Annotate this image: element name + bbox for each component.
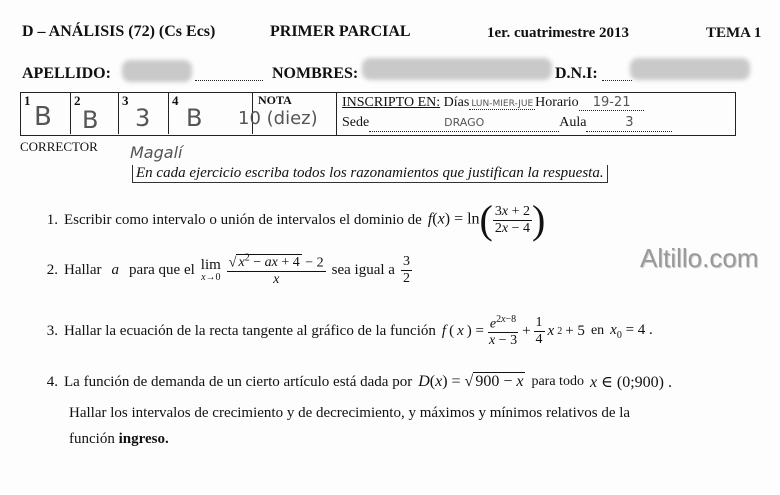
exam-title: PRIMER PARCIAL: [270, 23, 411, 40]
exercise-1: [36, 198, 545, 242]
exercise-1-formula: f(x) = ln( $\frac{3x + 2}{2x - 4}$ ): [427, 197, 546, 242]
grade-mark-4: B: [186, 104, 203, 132]
exercise-1-num: 1.: [46, 211, 58, 228]
exercise-2-limit: lim x→0: [200, 256, 221, 283]
grade-mark-2: B: [82, 106, 99, 134]
exercise-4-formula: D(x) = √ 900 − x: [418, 373, 524, 390]
exercise-2: [36, 248, 412, 292]
nota-label: NOTA: [258, 93, 292, 107]
horario-label: Horario: [535, 95, 579, 110]
exercise-4-line-3: [69, 431, 169, 448]
exercise-3: [36, 306, 653, 356]
inscripto-line-2: [342, 115, 672, 132]
exercise-2-num: 2.: [46, 261, 58, 278]
exercise-2-text-a: Hallar: [64, 261, 102, 278]
exercise-2-value: $\frac{3}{2}$: [402, 254, 410, 286]
nota-value: 10 (diez): [238, 108, 318, 129]
tema-label: TEMA 1: [706, 25, 762, 41]
dni-label: D.N.I:: [555, 65, 598, 82]
inscripto-line-1: [342, 95, 644, 111]
exercise-4: [36, 368, 672, 396]
exercise-4-text-b: para todo: [531, 374, 584, 389]
dni-redacted: [630, 58, 750, 80]
grade-num-3: 3: [122, 93, 129, 108]
nombres-label: NOMBRES:: [272, 65, 359, 82]
exercise-4-domain: x ∈ (0;900) .: [589, 374, 673, 391]
aula-label: Aula: [559, 115, 587, 130]
course-title: D – ANÁLISIS (72) (Cs Ecs): [22, 23, 216, 40]
apellido-dots: [195, 70, 263, 81]
exercise-4-num: 4.: [46, 373, 58, 390]
dias-value: LUN-MIER-JUE: [471, 99, 534, 109]
sede-value: DRAGO: [444, 116, 485, 129]
watermark-logo: Altillo.com: [640, 243, 759, 273]
exercise-3-point: $x_0 = 4$ .: [610, 321, 653, 341]
grade-num-2: 2: [74, 93, 81, 108]
grade-num-1: 1: [24, 93, 31, 108]
dias-label: Días: [443, 95, 470, 110]
exercise-3-text-en: en: [590, 323, 605, 338]
inscripto-label: INSCRIPTO EN:: [342, 95, 441, 110]
nombres-redacted: [362, 58, 552, 80]
dni-dots: [602, 70, 632, 81]
exercise-4-text: La función de demanda de un cierto artículo está dada por: [64, 373, 413, 390]
grade-mark-1: B: [34, 102, 52, 132]
corrector-signature: Magalí: [130, 143, 183, 162]
exercise-4-line-3b: ingreso.: [118, 431, 169, 447]
grade-num-4: 4: [172, 93, 179, 108]
sede-label: Sede: [342, 115, 370, 130]
term-label: 1er. cuatrimestre 2013: [487, 25, 630, 41]
exercise-4-line-3a: función: [69, 431, 115, 447]
corrector-label: CORRECTOR: [20, 139, 98, 154]
exercise-2-text-b: para que el: [128, 261, 195, 278]
grade-mark-3: 3: [135, 104, 151, 132]
instruction-text: En cada ejercicio escriba todos los razonamientos que justifican la respuesta.: [132, 165, 608, 183]
aula-value: 3: [625, 115, 634, 130]
exercise-3-formula: f ( x ) = $\frac{e^{2x-8}}{x - 3}$ + $\frac{1}{4}$ x 2 + 5: [441, 313, 585, 348]
exercise-3-num: 3.: [46, 322, 58, 339]
apellido-redacted: [122, 60, 192, 82]
horario-value: 19-21: [579, 95, 645, 111]
exercise-2-fraction: $\frac{√ x^2 - ax + 4 - 2}{x}$: [228, 252, 324, 287]
exercise-2-text-c: sea igual a: [331, 261, 395, 278]
exercise-3-text: Hallar la ecuación de la recta tangente al gráfico de la función: [64, 322, 436, 339]
exercise-1-text: Escribir como intervalo o unión de intervalos el dominio de: [64, 211, 422, 228]
apellido-label: APELLIDO:: [22, 65, 111, 82]
exercise-2-var: a: [111, 261, 119, 278]
exercise-4-line-2: Hallar los intervalos de crecimiento y de decrecimiento, y máximos y mínimos relativos de la: [69, 405, 631, 421]
